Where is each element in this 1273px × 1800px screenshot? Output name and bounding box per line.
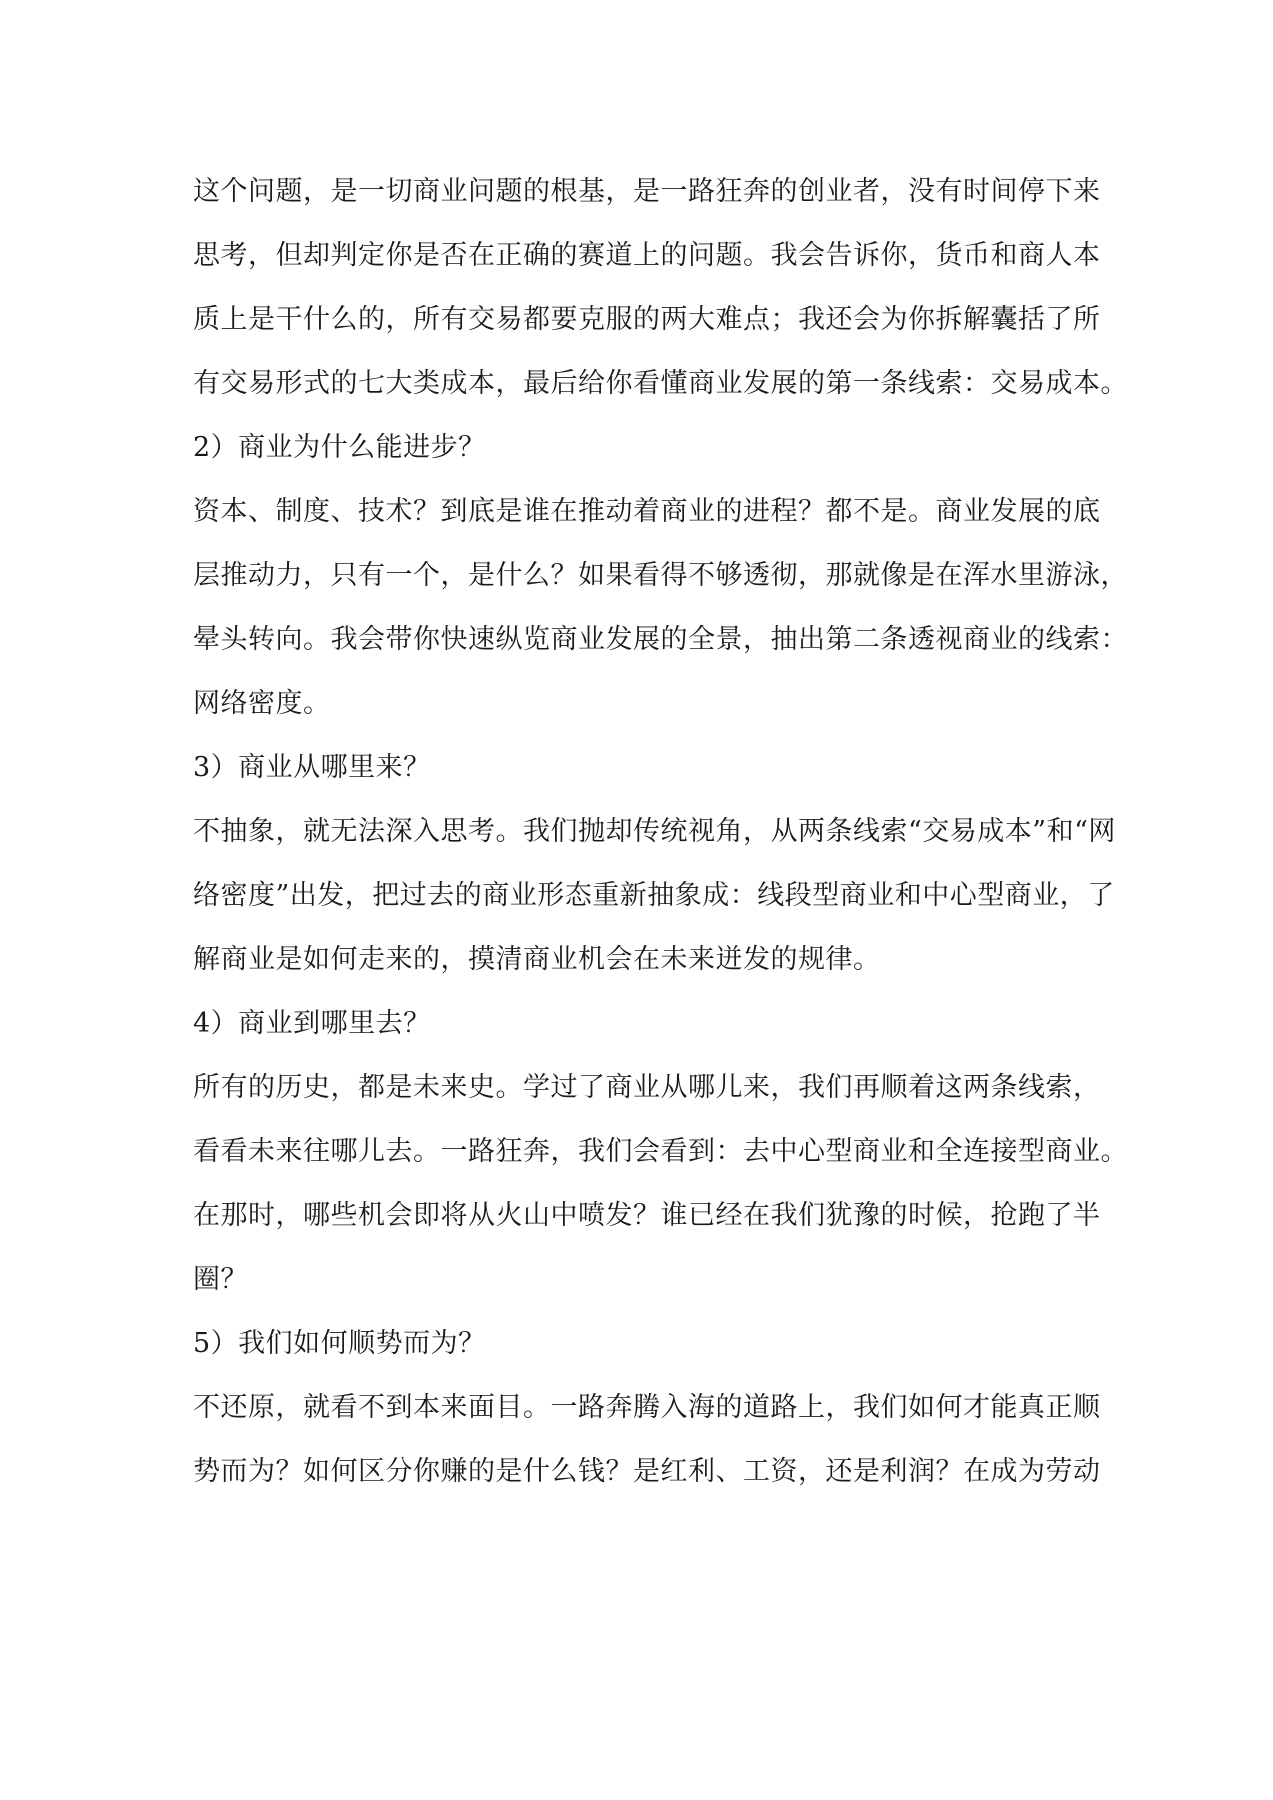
body-text-line: 在那时，哪些机会即将从火山中喷发？谁已经在我们犹豫的时候，抢跑了半 bbox=[193, 1200, 1101, 1231]
body-text-line: 解商业是如何走来的，摸清商业机会在未来迸发的规律。 bbox=[193, 944, 881, 975]
body-text-line: 不抽象，就无法深入思考。我们抛却传统视角，从两条线索“交易成本”和“网 bbox=[193, 816, 1116, 847]
body-text-line: 圈？ bbox=[193, 1264, 248, 1295]
section-heading: 3）商业从哪里来？ bbox=[193, 752, 431, 783]
body-text-line: 络密度”出发，把过去的商业形态重新抽象成：线段型商业和中心型商业，了 bbox=[193, 880, 1115, 911]
body-text-line: 看看未来往哪儿去。一路狂奔，我们会看到：去中心型商业和全连接型商业。 bbox=[193, 1136, 1128, 1167]
section-heading: 2）商业为什么能进步？ bbox=[193, 432, 486, 463]
body-text-line: 思考，但却判定你是否在正确的赛道上的问题。我会告诉你，货币和商人本 bbox=[193, 240, 1101, 271]
section-heading: 5）我们如何顺势而为？ bbox=[193, 1328, 486, 1359]
body-text-line: 所有的历史，都是未来史。学过了商业从哪儿来，我们再顺着这两条线索， bbox=[193, 1072, 1101, 1103]
body-text-line: 不还原，就看不到本来面目。一路奔腾入海的道路上，我们如何才能真正顺 bbox=[193, 1392, 1101, 1423]
body-text-line: 这个问题，是一切商业问题的根基，是一路狂奔的创业者，没有时间停下来 bbox=[193, 176, 1101, 207]
body-text-line: 网络密度。 bbox=[193, 688, 331, 719]
body-text-line: 层推动力，只有一个，是什么？如果看得不够透彻，那就像是在浑水里游泳， bbox=[193, 560, 1128, 591]
section-heading: 4）商业到哪里去？ bbox=[193, 1008, 431, 1039]
body-text-line: 晕头转向。我会带你快速纵览商业发展的全景，抽出第二条透视商业的线索： bbox=[193, 624, 1128, 655]
body-text-line: 有交易形式的七大类成本，最后给你看懂商业发展的第一条线索：交易成本。 bbox=[193, 368, 1128, 399]
body-text-line: 质上是干什么的，所有交易都要克服的两大难点；我还会为你拆解囊括了所 bbox=[193, 304, 1101, 335]
body-text-line: 资本、制度、技术？到底是谁在推动着商业的进程？都不是。商业发展的底 bbox=[193, 496, 1101, 527]
body-text-line: 势而为？如何区分你赚的是什么钱？是红利、工资，还是利润？在成为劳动 bbox=[193, 1456, 1101, 1487]
